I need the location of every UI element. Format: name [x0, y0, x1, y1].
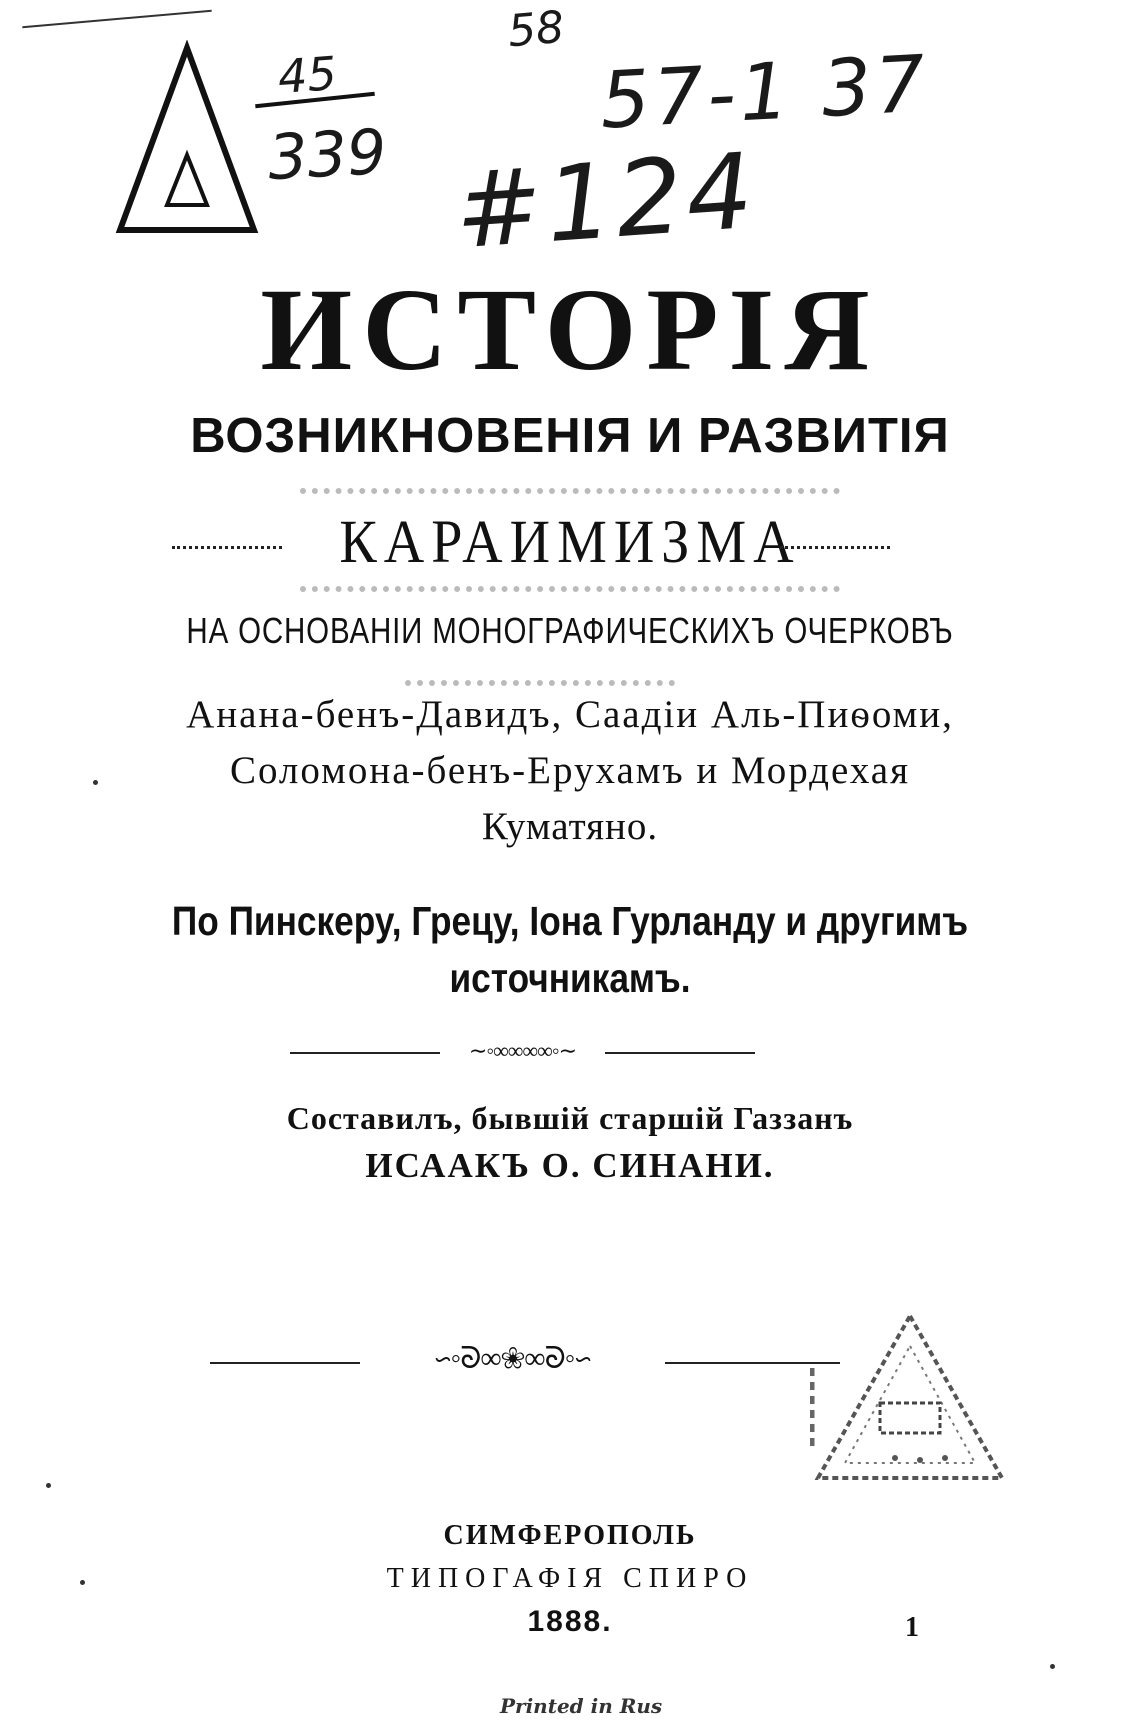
imprint-press: ТИПОГАФІЯ СПИРО	[386, 1563, 754, 1594]
bleed-through-dots	[300, 586, 840, 592]
main-title: ИСТОРІЯ	[260, 264, 880, 395]
bleed-through-dots	[300, 488, 840, 494]
sources-line-1: По Пинскеру, Грецу, Іона Гурланду и другимъ	[171, 898, 969, 944]
handwritten-fraction-top: 45	[276, 46, 339, 104]
authors-line-2: Соломона-бенъ-Ерухамъ и Мордехая	[229, 749, 911, 792]
printed-in-note: Printed in Rus	[500, 1694, 663, 1718]
subtitle-line-1: ВОЗНИКНОВЕНІЯ И РАЗВИТІЯ	[190, 409, 950, 463]
authors-line-3: Куматяно.	[481, 805, 659, 848]
authors-line-1: Анана-бенъ-Давидъ, Саадіи Аль-Пиѳоми,	[186, 693, 954, 736]
speck	[93, 780, 98, 785]
bleed-through-dots	[405, 680, 675, 686]
ornament-rule-right	[605, 1052, 755, 1054]
handwritten-fraction-bottom: 339	[266, 114, 389, 195]
triangle-delta-mark	[112, 40, 262, 240]
pencil-dash	[22, 10, 211, 29]
imprint-year: 1888.	[527, 1605, 613, 1638]
speck	[46, 1483, 51, 1488]
ornament-flourish-icon: ∽◦ᘐ∞❀∞ᘐ◦∽	[434, 1342, 591, 1375]
subtitle-line-3: НА ОСНОВАНІИ МОНОГРАФИЧЕСКИХЪ ОЧЕРКОВЪ	[186, 610, 954, 651]
speck	[80, 1580, 85, 1585]
compiler-line-1: Составилъ, бывшій старшій Газзанъ	[286, 1100, 854, 1136]
handwritten-item-number: #124	[451, 129, 761, 273]
library-stamp-icon	[810, 1308, 1010, 1493]
handwritten-shelf-number: 57-1 37	[597, 39, 932, 147]
imprint-city: СИМФЕРОПОЛЬ	[443, 1520, 697, 1551]
handwritten-top-mark: 58	[505, 1, 567, 58]
sources-line-2: источникамъ.	[449, 955, 691, 1001]
sheet-number: 1	[905, 1612, 919, 1643]
subtitle-line-2: КАРАИМИЗМА	[339, 507, 801, 577]
compiler-name: ИСААКЪ О. СИНАНИ.	[365, 1146, 775, 1185]
ornament-rule-left	[210, 1362, 360, 1364]
dotted-rule-right	[780, 546, 890, 549]
speck	[1050, 1664, 1055, 1669]
ornament-flourish-icon: ∼◦∞∞∞∞◦∼	[468, 1038, 577, 1063]
ornament-rule-left	[290, 1052, 440, 1054]
